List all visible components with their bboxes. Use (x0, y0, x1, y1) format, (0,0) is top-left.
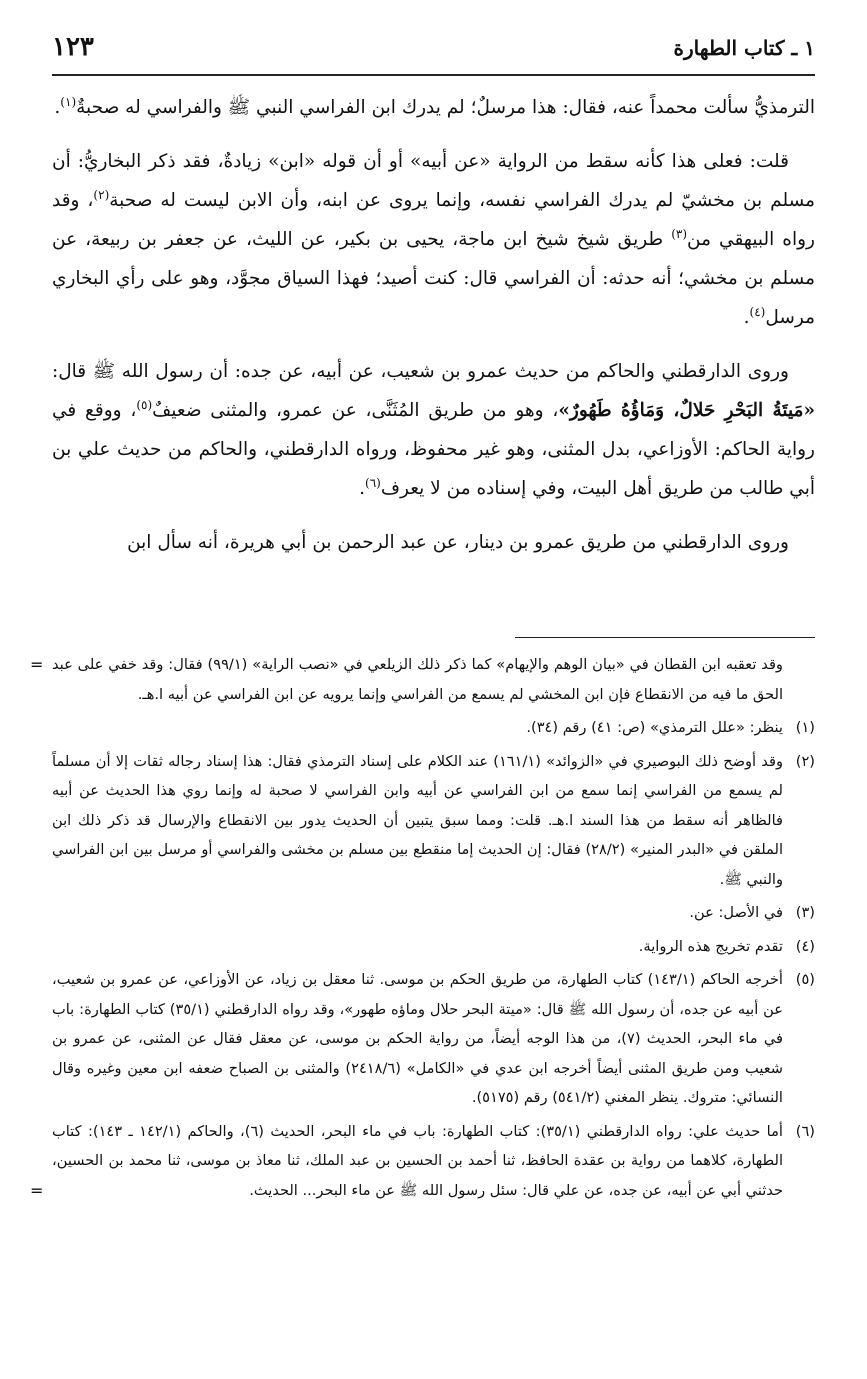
footnote-number: (٢) (795, 752, 815, 770)
paragraph-4: وروى الدارقطني من طريق عمرو بن دينار، عن عبد الرحمن بن أبي هريرة، أنه سأل ابن (127, 532, 789, 553)
footnote-number: (٣) (795, 904, 815, 921)
footnote-number: (١) (795, 719, 815, 736)
footnotes-section (30, 650, 815, 1209)
footnote-ref-1: (١) (60, 94, 77, 109)
paragraph-1: الترمذيُّ سألت محمداً عنه، فقال: هذا مرسلٌ؛ لم يدرك ابن الفراسي النبي ﷺ والفراسي له صحبةٌ$^{(١)}$. (54, 94, 815, 118)
main-text (52, 88, 815, 577)
hadith-quote: «مَيتَةُ البَحْرِ حَلالٌ، وَمَاؤُهُ طَهُورٌ» (558, 400, 815, 421)
footnote-ref-2: (٢) (93, 187, 110, 202)
running-header (52, 30, 815, 76)
footnote-ref-5: (٥) (136, 397, 153, 412)
paragraph-2: قلت: فعلى هذا كأنه سقط من الرواية «عن أبيه» أو أن قوله «ابن» زيادةٌ، فقد ذكر البخاريُّ: أن مسلم بن مخشيّ لم يدرك الفراسي نفسه، وإنما يروى عن ابنه، وأن الابن ليست له صحبة$^{(٢)}$، وقد رواه البيهقي من$^{(٣)}$ طريق شيخ شيخ ابن ماجة، يحيى بن بكير، عن الليث، عن جعفر بن ربيعة، عن مسلم بن مخشي؛ أنه حدثه: أن الفراسي قال: كنت أصيد؛ فهذا السياق مجوَّد، وهو على رأي البخاري مرسل$^{(٤)}$. (52, 151, 816, 328)
footnote-number: (٥) (795, 971, 815, 988)
footnote-5: (٥) أخرجه الحاكم (١٤٣/١) كتاب الطهارة، من طريق الحكم بن موسى. ثنا معقل بن زياد، عن الأوزاعي، عن عمرو بن شعيب، عن أبيه عن جده، أن رسول الله ﷺ قال: «ميتة البحر حلال وماؤه طهور»، وقد رواه الدارقطني (٣٥/١) كتاب الطهارة: باب في ماء البحر، الحديث (٧)، من هذا الوجه أيضاً، من رواية الحكم بن موسى، عن معقل فقال عن المثنى، عن عمرو بن شعيب ومن طريق المثنى أيضاً أخرجه ابن عدي في «الكامل» (٢٤١٨/٦) والمثنى بن الصباح ضعفه ابن معين وغيره وقال النسائي: متروك. ينظر المغني (٥٤١/٢) رقم (٥١٧٥). (52, 965, 815, 1113)
footnote-continuation: = وقد تعقبه ابن القطان في «بيان الوهم والإيهام» كما ذكر ذلك الزيلعي في «نصب الراية» (٩٩/١) فقال: وقد خفي على عبد الحق ما فيه من الانقطاع فإن ابن المخشي لم يسمع من الفراسي وإنما يرويه عن ابن الفراسي عن أبيه ا.هـ. (52, 650, 815, 709)
footnote-number: (٤) (795, 937, 815, 955)
continuation-mark: = (30, 655, 44, 674)
paragraph-3: وروى الدارقطني والحاكم من حديث عمرو بن شعيب، عن أبيه، عن جده: أن رسول الله ﷺ قال: «مَيتَةُ البَحْرِ حَلالٌ، وَمَاؤُهُ طَهُورٌ»، وهو من طريق المُثَنَّى، عن عمرو، والمثنى ضعيفٌ$^{(٥)}$، ووقع في رواية الحاكم: الأوزاعي، بدل المثنى، وهو غير محفوظ، ورواه الدارقطني، والحاكم من حديث علي بن أبي طالب من طريق أهل البيت، وفي إسناده من لا يعرف$^{(٦)}$. (52, 361, 815, 499)
chapter-title: ١ ـ كتاب الطهارة (673, 36, 815, 60)
footnote-3: (٣) في الأصل: عن. (52, 898, 815, 928)
continuation-mark-end: = (30, 1180, 44, 1200)
footnote-divider (515, 637, 815, 638)
footnote-ref-6: (٦) (365, 475, 381, 490)
footnote-1: (١) ينظر: «علل الترمذي» (ص: ٤١) رقم (٣٤). (52, 713, 815, 743)
footnote-4: (٤) تقدم تخريج هذه الرواية. (52, 932, 815, 962)
footnote-6: (٦) أما حديث علي: رواه الدارقطني (٣٥/١): كتاب الطهارة: باب في ماء البحر، الحديث (٦)، والحاكم (١٤٢/١ ـ ١٤٣): كتاب الطهارة، كلاهما من رواية بن عقدة الحافظ، ثنا أحمد بن الحسين بن عبد الملك، ثنا معاذ بن موسى، ثنا محمد بن الحسين، حدثني أبي عن أبيه، عن جده، عن علي قال: سئل رسول الله ﷺ عن ماء البحر... الحديث. = (52, 1117, 815, 1206)
page-number: ١٢٣ (52, 32, 94, 62)
footnote-number: (٦) (795, 1122, 815, 1140)
footnote-ref-3: (٣) (671, 226, 688, 241)
footnote-2: (٢) وقد أوضح ذلك البوصيري في «الزوائد» (١٦١/١) عند الكلام على إسناد الترمذي فقال: هذا إسناد رجاله ثقات إلا أن مسلماً لم يسمع من الفراسي إنما سمع من ابن الفراسي عن أبيه وابن الفراسي لا صحبة له وإنما روي هذا الحديث عن أبيه فالظاهر أنه سقط من هذا السند ا.هـ. قلت: ومما سبق يتبين أن الحديث يدور بين الانقطاع والإرسال قد ذكر ذلك ابن الملقن في «البدر المنير» (٢٨/٢) فقال: إن الحديث إما منقطع بين مسلم بن مخشى والفراسي أو مرسل بين ابن الفراسي والنبي ﷺ. (52, 747, 815, 895)
footnote-ref-4: (٤) (749, 304, 766, 319)
